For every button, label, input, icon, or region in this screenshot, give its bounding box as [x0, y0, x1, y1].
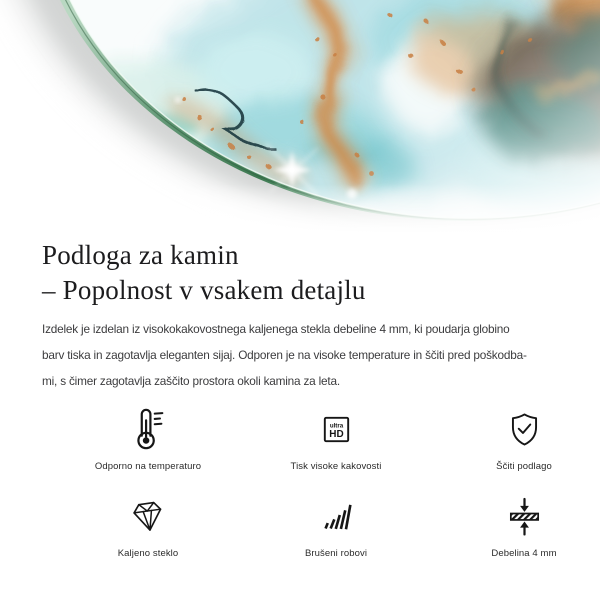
description-line: mi, s čimer zagotavlja zaščito prostora okoli kamina za leta. [42, 374, 340, 389]
feature-protects-surface [430, 406, 600, 473]
features-grid [54, 406, 600, 560]
feature-label: Brušeni robovi [304, 548, 368, 560]
feature-temperature-resistant [54, 406, 242, 473]
thickness-icon [504, 493, 545, 539]
feature-tempered-glass [54, 493, 242, 560]
feature-ground-edges [242, 493, 430, 560]
ultra-hd-icon-text-top: ultra [329, 422, 343, 430]
thermometer-icon [125, 406, 171, 452]
description-line: barv tiska in zagotavlja eleganten sijaj. Odporen je na visoke temperature in ščiti pred poškodba- [42, 348, 527, 363]
page-title [42, 238, 584, 308]
page-title-line2: – Popolnost v vsakem detajlu [42, 275, 366, 306]
feature-label: Odporno na temperaturo [94, 461, 202, 473]
feature-label: Ščiti podlago [496, 461, 552, 473]
feature-label: Debelina 4 mm [491, 548, 557, 560]
brushed-edges-icon [319, 493, 354, 539]
ultra-hd-icon-text-bottom: HD [328, 428, 344, 440]
product-image [0, 0, 600, 232]
description-line: Izdelek je izdelan iz visokokakovostnega kaljenega stekla debeline 4 mm, ki poudarja globino [42, 322, 510, 337]
glass-disc-artwork [0, 0, 600, 232]
feature-print-quality [242, 406, 430, 473]
shield-check-icon [506, 406, 543, 452]
product-description [42, 316, 584, 394]
feature-label: Kaljeno steklo [117, 548, 179, 560]
product-copy [0, 238, 600, 560]
feature-label: Tisk visoke kakovosti [290, 461, 382, 473]
feature-thickness [430, 493, 600, 560]
page-title-line1: Podloga za kamin [42, 240, 239, 270]
diamond-icon [128, 493, 168, 539]
ultra-hd-icon [320, 406, 353, 452]
